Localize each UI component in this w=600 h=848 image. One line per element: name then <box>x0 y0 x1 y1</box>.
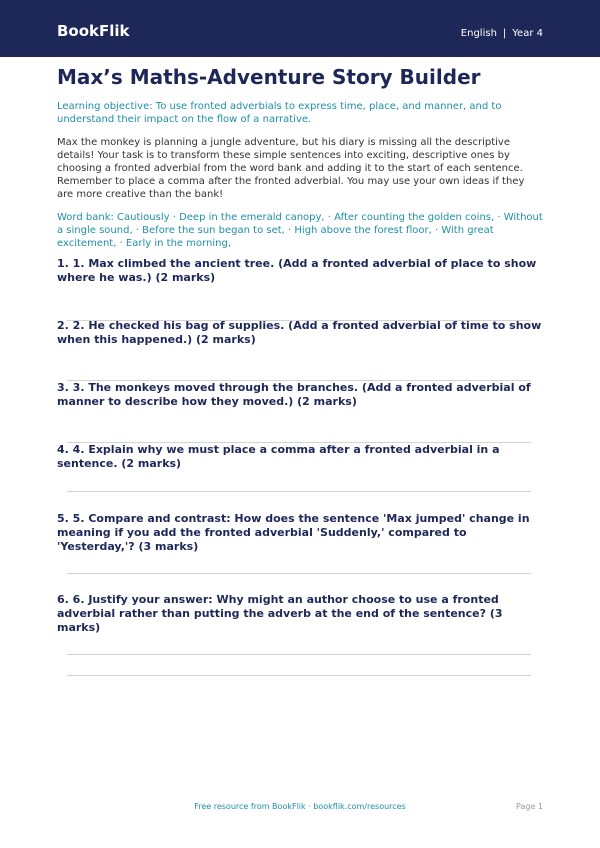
worksheet-intro <box>57 64 543 250</box>
question-4: 4. 4. Explain why we must place a comma after a fronted adverbial in a sentence. (2 marks) <box>57 443 500 470</box>
meta-separator: | <box>502 28 507 39</box>
question-1: 1. 1. Max climbed the ancient tree. (Add a fronted adverbial of place to show where he was.) (2 marks) <box>57 257 537 284</box>
question-2: 2. 2. He checked his bag of supplies. (Add a fronted adverbial of time to show when this happened.) (2 marks) <box>57 319 542 346</box>
answer-line[interactable] <box>67 491 531 492</box>
answer-line[interactable] <box>67 654 531 655</box>
page-header <box>0 0 600 57</box>
answer-line[interactable] <box>67 675 531 676</box>
question-3: 3. 3. The monkeys moved through the branches. (Add a fronted adverbial of manner to describe how they moved.) (2 marks) <box>57 381 531 408</box>
subject-label: English <box>460 28 497 39</box>
year-label: Year 4 <box>512 28 543 39</box>
task-instructions: Max the monkey is planning a jungle adventure, but his diary is missing all the descriptive details! Your task is to transform these simple sentences into exciting, descriptive ones by choosing a fronted adverbial from the word bank and adding it to the start of each sentence. Remember to place a comma after the fronted adverbial. You may use your own ideas if they are more creative than the bank! <box>57 137 525 200</box>
brand-logo-text: BookFlik <box>57 22 130 40</box>
word-bank: Word bank: Cautiously · Deep in the emerald canopy, · After counting the golden coins, · Without a single sound, · Before the sun began to set, · High above the forest floor, · With great excitement, · Early in the morning, <box>57 212 543 249</box>
page-number: Page 1 <box>516 802 543 811</box>
worksheet-title: Max’s Maths-Adventure Story Builder <box>57 65 481 89</box>
subject-year <box>461 27 543 40</box>
footer-resource-link[interactable]: Free resource from BookFlik · bookflik.com/resources <box>194 802 406 811</box>
answer-line[interactable] <box>67 573 531 574</box>
question-5: 5. 5. Compare and contrast: How does the sentence 'Max jumped' change in meaning if you add the fronted adverbial 'Suddenly,' compared to 'Yesterday,'? (3 marks) <box>57 512 530 553</box>
question-6: 6. 6. Justify your answer: Why might an author choose to use a fronted adverbial rather than putting the adverb at the end of the sentence? (3 marks) <box>57 593 503 634</box>
learning-objective: Learning objective: To use fronted adverbials to express time, place, and manner, and to understand their impact on the flow of a narrative. <box>57 101 502 125</box>
